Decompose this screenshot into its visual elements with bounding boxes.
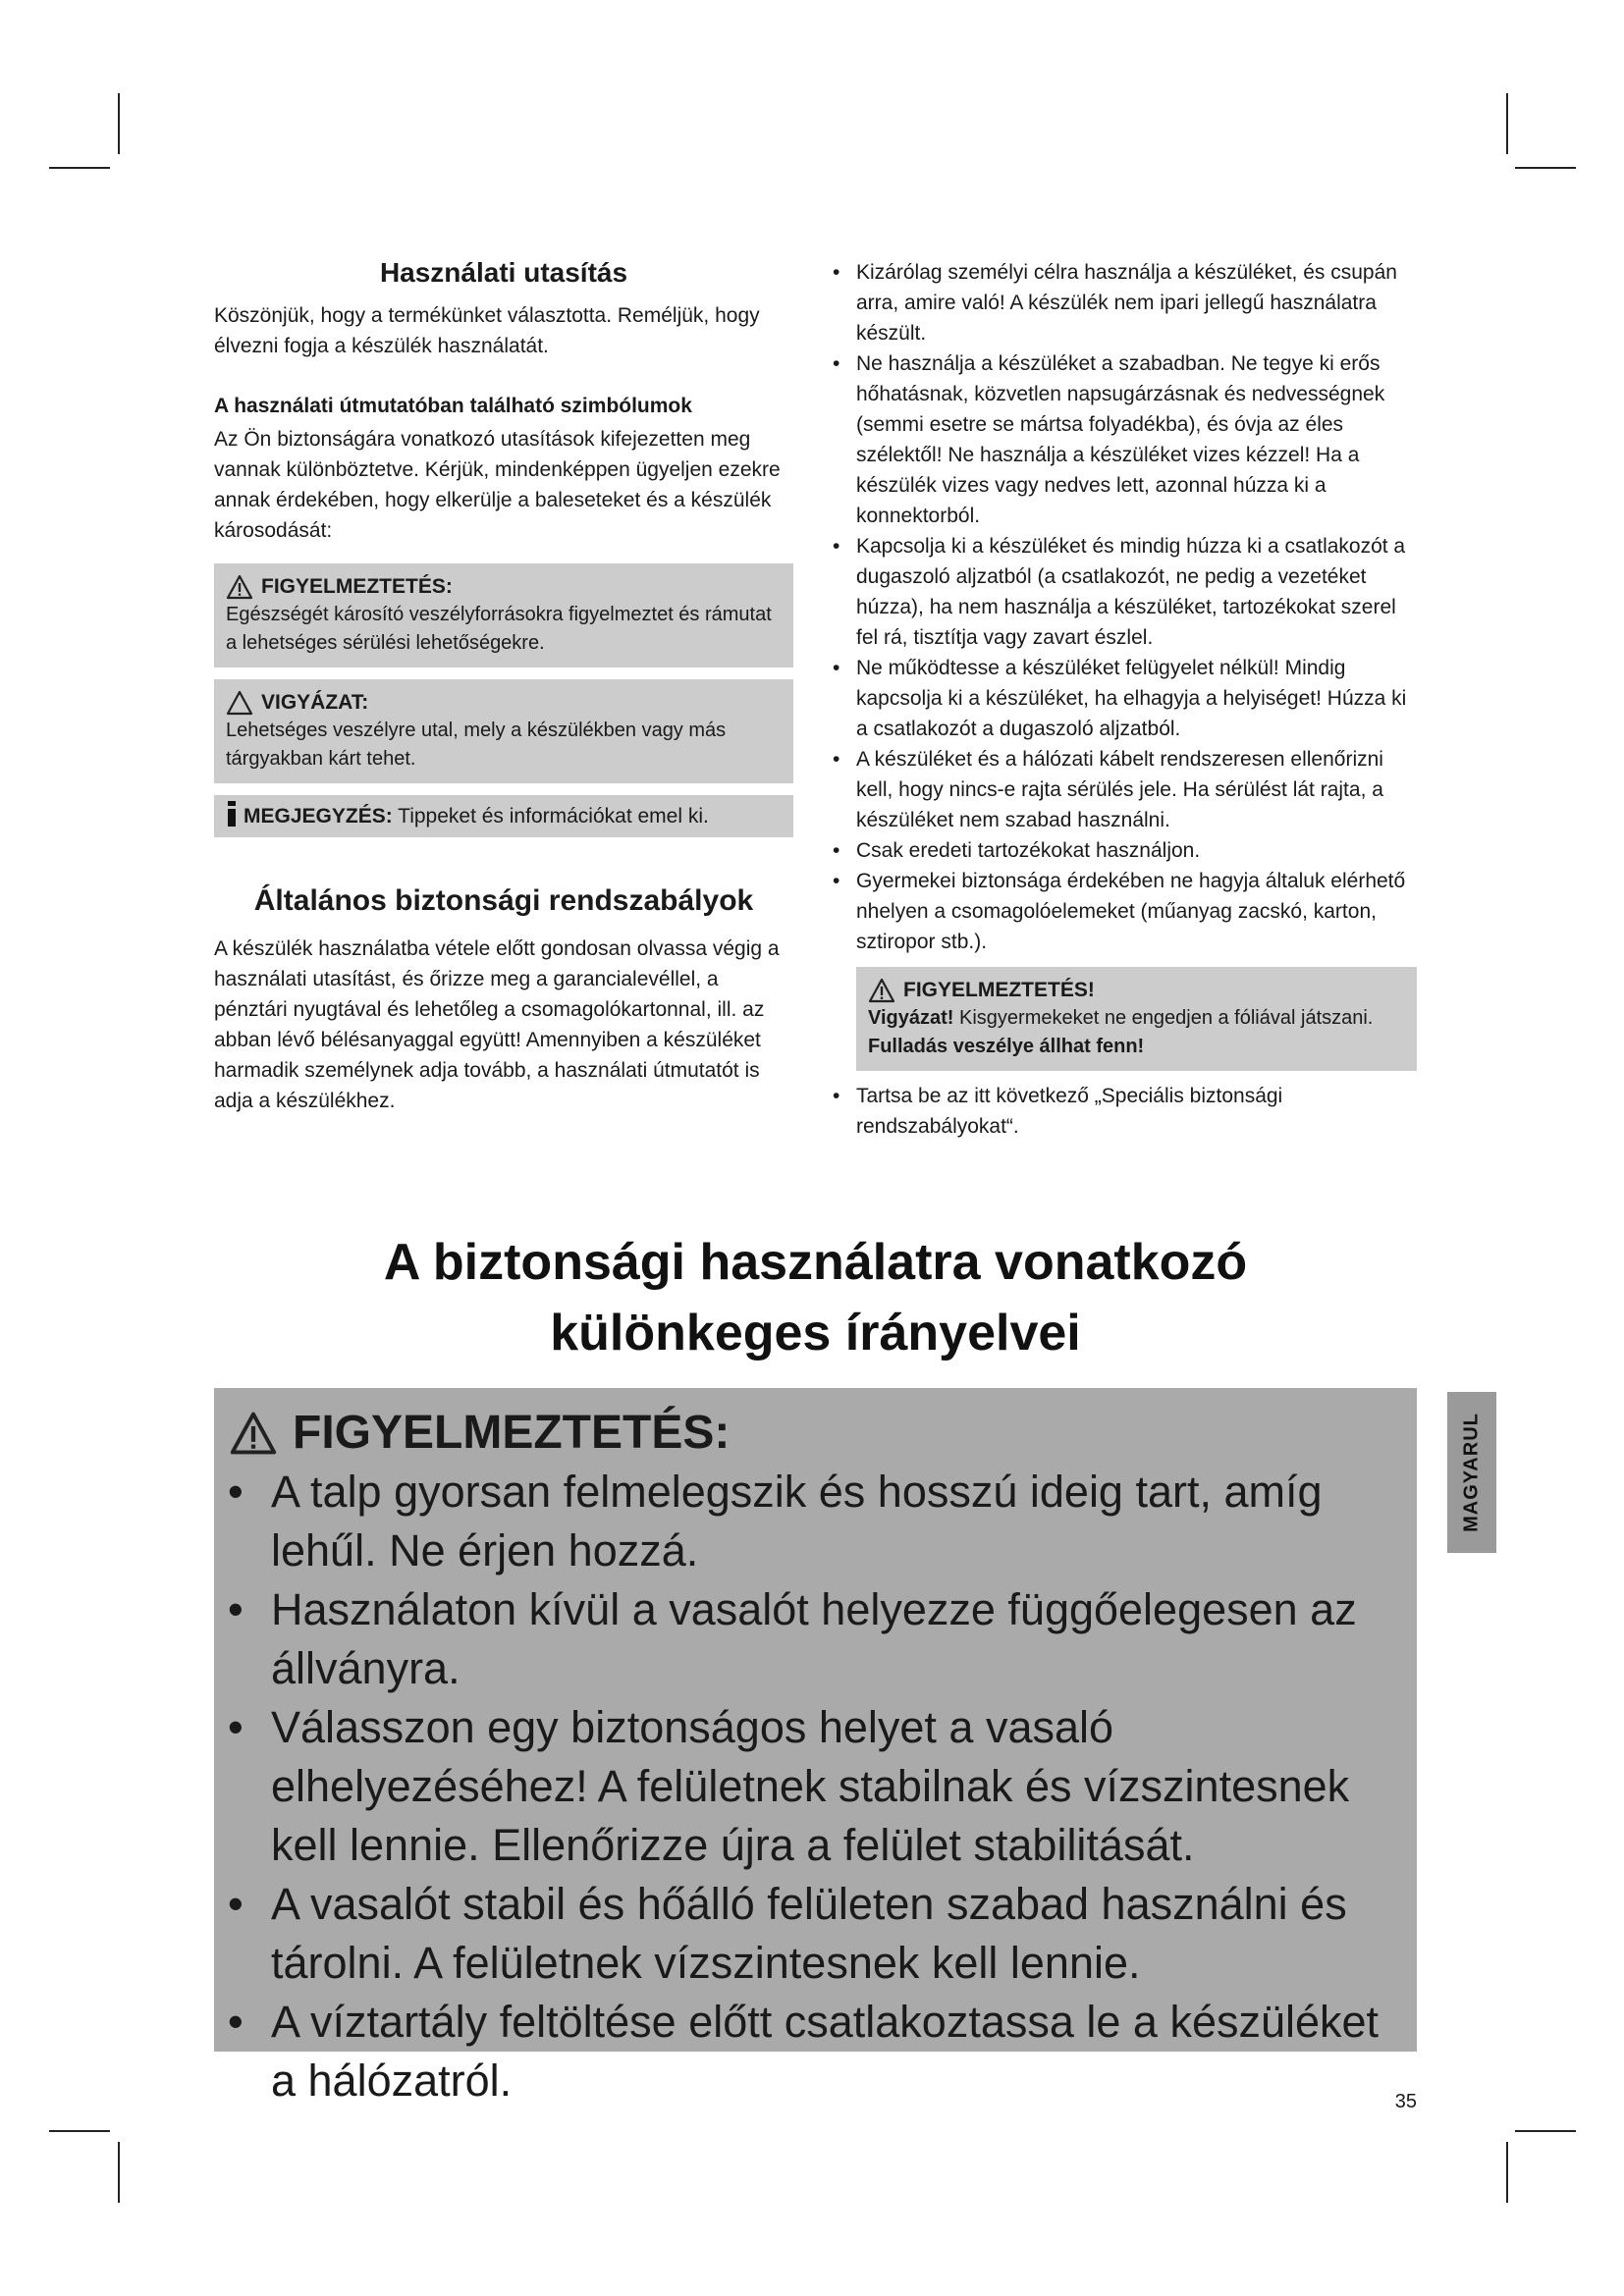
- note-box-label: MEGJEGYZÉS:: [244, 805, 393, 828]
- caution-box-text: Lehetséges veszélyre utal, mely a készülékben vagy más tárgyakban kárt tehet.: [226, 720, 727, 770]
- list-item: • Tartsa be az itt következő „Speciális biztonsági rendszabályokat“.: [833, 1081, 1417, 1142]
- list-item: • Gyermekei biztonsága érdekében ne hagyja általuk elérhető nhelyen a csomagolóelemeket (műanyag zacskó, karton, sztiropor stb.).: [833, 866, 1417, 957]
- special-safety-title: [214, 1227, 1417, 1368]
- info-icon: [226, 801, 238, 827]
- safety-list-end: [833, 1081, 1417, 1142]
- warning-box: [214, 563, 793, 667]
- crop-mark: [1515, 2130, 1576, 2132]
- warning-triangle-icon: [226, 574, 253, 600]
- crop-mark: [1515, 167, 1576, 169]
- child-warning-text: Kisgyermekeket ne engedjen a fóliával játszani.: [953, 1007, 1374, 1029]
- crop-mark: [118, 2142, 120, 2203]
- child-warning-title: FIGYELMEZTETÉS!: [903, 979, 1095, 1001]
- crop-mark: [118, 93, 120, 154]
- safety-list: [833, 257, 1417, 957]
- list-item: • A víztartály feltöltése előtt csatlakoztassa le a készüléket a hálózatról.: [228, 1993, 1403, 2110]
- warning-triangle-icon: [228, 1411, 279, 1456]
- language-tab: [1447, 1392, 1496, 1553]
- list-item: • A vasalót stabil és hőálló felületen szabad használni és tárolni. A felületnek vízszintesnek kell lennie.: [228, 1875, 1403, 1993]
- page-title: Használati utasítás: [379, 257, 628, 288]
- special-safety-title-line1: A biztonsági használatra vonatkozó: [383, 1234, 1248, 1291]
- crop-mark: [49, 2130, 110, 2132]
- list-item: • A talp gyorsan felmelegszik és hosszú ideig tart, amíg lehűl. Ne érjen hozzá.: [228, 1463, 1403, 1580]
- list-item: • Használaton kívül a vasalót helyezze függőelegesen az állványra.: [228, 1580, 1403, 1698]
- symbols-heading: A használati útmutatóban található szimbólumok: [214, 395, 692, 417]
- note-box-text: Tippeket és információkat emel ki.: [392, 805, 709, 828]
- note-box: [214, 795, 793, 837]
- warning-box-text: Egészségét károsító veszélyforrásokra figyelmeztet és rámutat a lehetséges sérülési lehetőségekre.: [226, 604, 772, 654]
- left-column: [214, 257, 793, 1116]
- caution-box: [214, 679, 793, 783]
- child-warning-tail: Fulladás veszélye állhat fenn!: [868, 1036, 1145, 1057]
- right-column: [833, 257, 1417, 1142]
- list-item: • Ne működtesse a készüléket felügyelet nélkül! Mindig kapcsolja ki a készüléket, ha elhagyja a helyiséget! Húzza ki a csatlakozót a dugaszoló aljzatból.: [833, 653, 1417, 744]
- intro-text: Köszönjük, hogy a termékünket választotta. Reméljük, hogy élvezni fogja a készülék használatát.: [214, 304, 760, 357]
- list-item: • Csak eredeti tartozékokat használjon.: [833, 835, 1417, 866]
- caution-box-title: VIGYÁZAT:: [261, 691, 369, 714]
- warning-triangle-icon: [868, 978, 895, 1003]
- special-warning-title: FIGYELMEZTETÉS:: [293, 1407, 731, 1459]
- page-number: 35: [1394, 2091, 1417, 2112]
- warning-box-title: FIGYELMEZTETÉS:: [261, 575, 453, 598]
- list-item: • Kapcsolja ki a készüléket és mindig húzza ki a csatlakozót a dugaszoló aljzatból (a csatlakozót, ne pedig a vezetéket húzza), ha nem használja a készüléket, tartozékokat szerel fel rá, tisztítja vagy zavart észlel.: [833, 531, 1417, 653]
- special-warning-list: [228, 1463, 1403, 2110]
- list-item: • Ne használja a készüléket a szabadban. Ne tegye ki erős hőhatásnak, közvetlen napsugárzásnak és nedvességnek (semmi esetre se mártsa folyadékba), és óvja az éles szélektől! Ne használja a készüléket vizes kézzel! Ha a készülék vizes vagy nedves lett, azonnal húzza ki a konnektorból.: [833, 348, 1417, 531]
- child-warning-box: [856, 967, 1417, 1071]
- language-tab-label: MAGYARUL: [1460, 1413, 1483, 1532]
- child-warning-lead: Vigyázat!: [868, 1007, 954, 1029]
- list-item: • Kizárólag személyi célra használja a készüléket, és csupán arra, amire való! A készülék nem ipari jellegű használatra készült.: [833, 257, 1417, 348]
- list-item: • Válasszon egy biztonságos helyet a vasaló elhelyezéséhez! A felületnek stabilnak és vízszintesnek kell lennie. Ellenőrizze újra a felület stabilitását.: [228, 1698, 1403, 1875]
- special-safety-title-line2: különkeges írányelvei: [550, 1305, 1081, 1362]
- crop-mark: [49, 167, 110, 169]
- crop-mark: [1506, 93, 1508, 154]
- general-heading: Általános biztonsági rendszabályok: [253, 884, 754, 917]
- list-item: • A készüléket és a hálózati kábelt rendszeresen ellenőrizni kell, hogy nincs-e rajta sérülés jele. Ha sérülést lát rajta, a készüléket nem szabad használni.: [833, 744, 1417, 835]
- warning-triangle-icon: [226, 690, 253, 716]
- general-text: A készülék használatba vétele előtt gondosan olvassa végig a használati utasítást, és őrizze meg a garancialevéllel, a pénztári nyugtával és lehetőleg a csomagolókartonnal, ill. az abban lévő bélésanyaggal együtt! Amennyiben a készüléket harmadik személynek adja tovább, a használati útmutatót is adja a készülékhez.: [214, 937, 780, 1112]
- symbols-text: Az Ön biztonságára vonatkozó utasítások kifejezetten meg vannak különböztetve. Kérjük, mindenképpen ügyeljen ezekre annak érdekében, hogy elkerülje a baleseteket és a készülék károsodását:: [214, 428, 781, 542]
- crop-mark: [1506, 2142, 1508, 2203]
